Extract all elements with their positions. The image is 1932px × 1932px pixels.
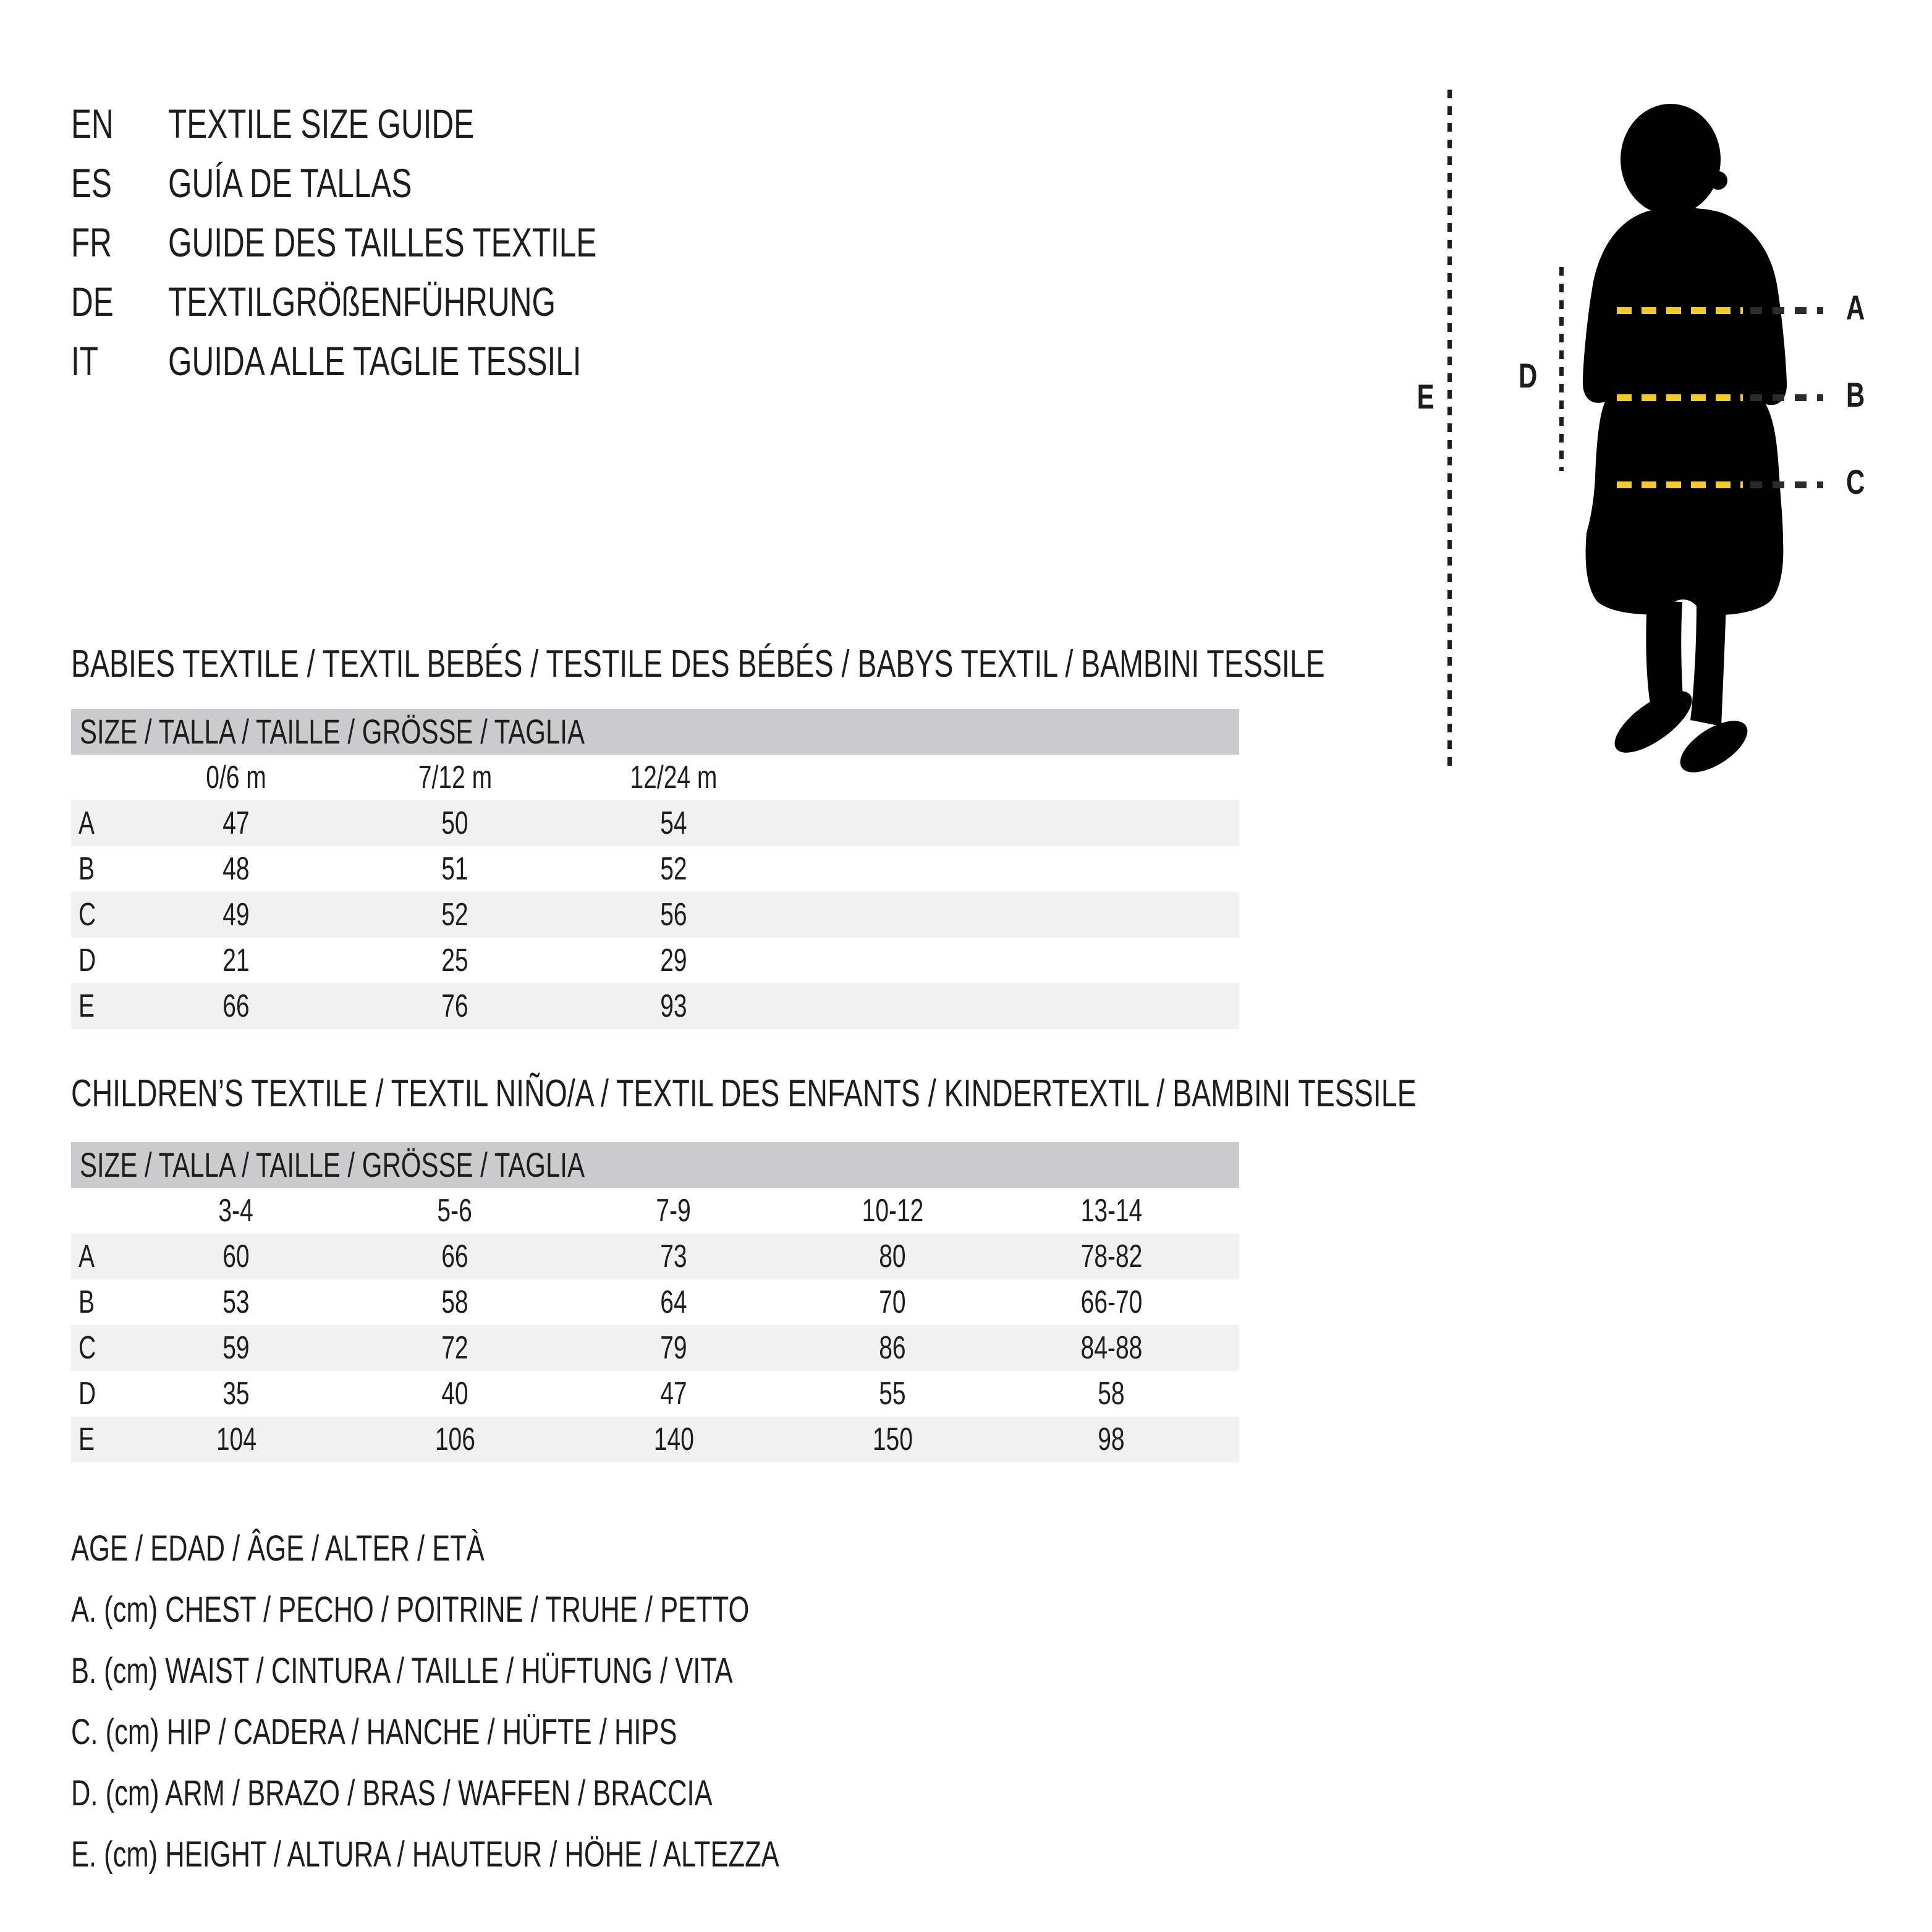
cell — [345, 1371, 564, 1417]
cell — [127, 1234, 345, 1279]
legend-line-arm — [71, 1763, 1015, 1824]
cell — [127, 938, 345, 983]
cell-text: 52 — [660, 851, 687, 887]
language-title-text: TEXTILGRÖßENFÜHRUNG — [168, 279, 556, 324]
legend-line-chest — [71, 1579, 1015, 1640]
table-row — [71, 983, 1239, 1029]
cell-text: 66-70 — [1080, 1284, 1142, 1320]
language-title-text: GUIDA ALLE TAGLIE TESSILI — [168, 338, 582, 384]
legend-text: B. (cm) WAIST / CINTURA / TAILLE / HÜFTUNG / VITA — [71, 1651, 733, 1691]
filler-cell — [1221, 1188, 1239, 1234]
waist-measure-line-yellow — [1617, 394, 1743, 401]
cell — [564, 1325, 783, 1371]
filler-cell — [783, 800, 1239, 846]
cell — [564, 800, 783, 846]
child-silhouette — [1573, 99, 1795, 803]
row-label — [71, 1417, 127, 1462]
cell-text: 55 — [879, 1376, 906, 1412]
cell — [564, 1371, 783, 1417]
cell-text: 51 — [441, 851, 468, 887]
legend-line-hip — [71, 1701, 1015, 1763]
row-label — [71, 892, 127, 938]
size-header-text: SIZE / TALLA / TAILLE / GRÖSSE / TAGLIA — [80, 1145, 585, 1184]
cell — [1002, 1279, 1221, 1325]
table-row — [71, 938, 1239, 983]
row-label-text: E — [78, 988, 95, 1024]
waist-measure-line-black — [1750, 394, 1823, 401]
cell — [345, 892, 564, 938]
cell — [564, 983, 783, 1029]
cell-text: 73 — [660, 1239, 687, 1274]
language-code-text: EN — [71, 101, 114, 146]
cell-text: 86 — [879, 1330, 906, 1366]
column-header — [345, 1188, 564, 1234]
children-column-header-row — [71, 1188, 1239, 1234]
cell-text: 70 — [879, 1284, 906, 1320]
cell-text: 106 — [434, 1421, 475, 1457]
babies-column-header-row — [71, 755, 1239, 800]
row-label — [71, 983, 127, 1029]
language-code-text: FR — [71, 219, 112, 265]
cell — [783, 1279, 1002, 1325]
language-code-text: IT — [71, 338, 98, 384]
babies-section-headline — [71, 643, 1743, 686]
cell — [127, 800, 345, 846]
cell-text: 78-82 — [1080, 1239, 1142, 1274]
filler-cell — [1221, 1371, 1239, 1417]
cell-text: 21 — [222, 943, 250, 978]
language-title — [168, 213, 739, 272]
row-label-text: C — [78, 897, 96, 933]
cell — [564, 1279, 783, 1325]
row-label — [71, 800, 127, 846]
cell — [345, 846, 564, 892]
language-row-en — [71, 94, 739, 153]
height-label: E — [1417, 377, 1434, 416]
column-header-text: 7/12 m — [418, 760, 492, 795]
cell — [127, 1417, 345, 1462]
cell — [783, 1371, 1002, 1417]
filler-cell — [1221, 1417, 1239, 1462]
cell — [564, 892, 783, 938]
cell — [127, 1371, 345, 1417]
row-label-text: A — [78, 805, 95, 841]
cell-text: 58 — [1098, 1376, 1125, 1412]
column-header-text: 12/24 m — [630, 760, 718, 795]
legend-text: D. (cm) ARM / BRAZO / BRAS / WAFFEN / BRACCIA — [71, 1773, 713, 1813]
hip-measure-line-yellow — [1617, 481, 1743, 488]
language-title-text: TEXTILE SIZE GUIDE — [168, 101, 475, 146]
language-code — [71, 213, 168, 272]
cell — [127, 1325, 345, 1371]
cell — [345, 1279, 564, 1325]
row-label — [71, 1279, 127, 1325]
cell — [564, 938, 783, 983]
cell — [1002, 1371, 1221, 1417]
filler-cell — [783, 755, 1239, 800]
language-title-list — [71, 94, 739, 391]
filler-cell — [783, 938, 1239, 983]
row-label — [71, 938, 127, 983]
cell-text: 72 — [441, 1330, 468, 1366]
table-row — [71, 1234, 1239, 1279]
cell-text: 50 — [441, 805, 468, 841]
table-row — [71, 1371, 1239, 1417]
language-title — [168, 94, 576, 153]
cell — [345, 938, 564, 983]
filler-cell — [1221, 1234, 1239, 1279]
cell-text: 47 — [660, 1376, 687, 1412]
table-row — [71, 1279, 1239, 1325]
cell — [1002, 1325, 1221, 1371]
cell-text: 66 — [441, 1239, 468, 1274]
column-header-text: 0/6 m — [206, 760, 266, 795]
column-header-text: 5-6 — [437, 1193, 473, 1229]
corner-cell — [71, 1188, 127, 1234]
cell-text: 84-88 — [1080, 1330, 1142, 1366]
cell-text: 29 — [660, 943, 687, 978]
row-label — [71, 1371, 127, 1417]
arm-label: D — [1519, 356, 1538, 395]
children-section-headline — [71, 1072, 1865, 1116]
filler-cell — [1221, 1279, 1239, 1325]
column-header-text: 10-12 — [862, 1193, 923, 1229]
language-code-text: ES — [71, 160, 112, 206]
corner-cell — [71, 755, 127, 800]
chest-measure-line-black — [1750, 307, 1823, 314]
legend-line-waist — [71, 1640, 1015, 1701]
table-row — [71, 846, 1239, 892]
cell-text: 140 — [653, 1421, 694, 1457]
language-title-text: GUIDE DES TAILLES TEXTILE — [168, 219, 597, 265]
row-label-text: B — [78, 851, 95, 887]
column-header — [564, 755, 783, 800]
legend-line-age — [71, 1518, 1015, 1579]
filler-cell — [783, 892, 1239, 938]
legend-text: E. (cm) HEIGHT / ALTURA / HAUTEUR / HÖHE / ALTEZZA — [71, 1834, 779, 1875]
cell — [345, 983, 564, 1029]
cell — [564, 1234, 783, 1279]
children-size-table — [71, 1142, 1239, 1462]
cell — [127, 1279, 345, 1325]
filler-cell — [1221, 1325, 1239, 1371]
cell-text: 98 — [1098, 1421, 1125, 1457]
cell-text: 59 — [222, 1330, 250, 1366]
size-header-text: SIZE / TALLA / TAILLE / GRÖSSE / TAGLIA — [80, 712, 585, 751]
cell-text: 53 — [222, 1284, 250, 1320]
column-header-text: 7-9 — [656, 1193, 692, 1229]
cell-text: 35 — [222, 1376, 250, 1412]
cell — [564, 1417, 783, 1462]
cell-text: 76 — [441, 988, 468, 1024]
row-label-text: B — [78, 1284, 95, 1320]
column-header — [127, 1188, 345, 1234]
row-label-text: C — [78, 1330, 96, 1366]
language-code — [71, 153, 168, 213]
row-label-text: D — [78, 1376, 96, 1412]
column-header — [127, 755, 345, 800]
column-header-text: 3-4 — [218, 1193, 254, 1229]
cell-text: 79 — [660, 1330, 687, 1366]
cell-text: 52 — [441, 897, 468, 933]
cell — [127, 983, 345, 1029]
cell — [345, 1325, 564, 1371]
measurement-figure — [1409, 62, 1932, 828]
cell-text: 93 — [660, 988, 687, 1024]
cell-text: 150 — [872, 1421, 913, 1457]
cell-text: 47 — [222, 805, 250, 841]
cell-text: 54 — [660, 805, 687, 841]
column-header-text: 13-14 — [1080, 1193, 1142, 1229]
cell-text: 80 — [879, 1239, 906, 1274]
column-header — [783, 1188, 1002, 1234]
language-title — [168, 331, 719, 391]
language-row-de — [71, 272, 739, 331]
cell-text: 25 — [441, 943, 468, 978]
legend-text: A. (cm) CHEST / PECHO / POITRINE / TRUHE / PETTO — [71, 1590, 750, 1630]
legend-text: C. (cm) HIP / CADERA / HANCHE / HÜFTE / HIPS — [71, 1712, 677, 1752]
cell — [127, 892, 345, 938]
column-header — [564, 1188, 783, 1234]
babies-size-table — [71, 709, 1239, 1029]
cell — [783, 1234, 1002, 1279]
babies-size-header-bar — [71, 709, 1239, 755]
cell — [127, 846, 345, 892]
table-row — [71, 1417, 1239, 1462]
language-code — [71, 94, 168, 153]
row-label-text: A — [78, 1239, 95, 1274]
cell-text: 48 — [222, 851, 250, 887]
language-code-text: DE — [71, 279, 114, 324]
cell — [564, 846, 783, 892]
row-label — [71, 846, 127, 892]
cell-text: 104 — [216, 1421, 256, 1457]
cell — [345, 1234, 564, 1279]
language-code — [71, 331, 168, 391]
language-row-es — [71, 153, 739, 213]
babies-section-headline-text: BABIES TEXTILE / TEXTIL BEBÉS / TESTILE DES BÉBÉS / BABYS TEXTIL / BAMBINI TESSILE — [71, 643, 1325, 685]
language-title — [168, 272, 685, 331]
arm-measure-line — [1559, 267, 1564, 471]
chest-label: A — [1846, 288, 1865, 327]
waist-label: B — [1846, 375, 1865, 414]
table-row — [71, 800, 1239, 846]
table-row — [71, 1325, 1239, 1371]
cell-text: 56 — [660, 897, 687, 933]
cell-text: 60 — [222, 1239, 250, 1274]
hip-measure-line-black — [1750, 481, 1823, 488]
row-label — [71, 1234, 127, 1279]
cell-text: 49 — [222, 897, 250, 933]
cell — [1002, 1234, 1221, 1279]
language-row-fr — [71, 213, 739, 272]
children-section-headline-text: CHILDREN’S TEXTILE / TEXTIL NIÑO/A / TEXTIL DES ENFANTS / KINDERTEXTIL / BAMBINI TESSILE — [71, 1072, 1417, 1115]
cell-text: 40 — [441, 1376, 468, 1412]
legend-line-height — [71, 1824, 1015, 1885]
row-label-text: D — [78, 943, 96, 978]
filler-cell — [783, 846, 1239, 892]
measurement-legend — [71, 1518, 1015, 1885]
legend-text: AGE / EDAD / ÂGE / ALTER / ETÀ — [71, 1528, 485, 1569]
column-header — [345, 755, 564, 800]
language-code — [71, 272, 168, 331]
table-row — [71, 892, 1239, 938]
cell-text: 58 — [441, 1284, 468, 1320]
cell — [783, 1325, 1002, 1371]
children-size-header-bar — [71, 1142, 1239, 1188]
cell — [345, 1417, 564, 1462]
language-title — [168, 153, 493, 213]
hip-label: C — [1846, 462, 1865, 501]
column-header — [1002, 1188, 1221, 1234]
language-title-text: GUÍA DE TALLAS — [168, 160, 412, 206]
cell — [783, 1417, 1002, 1462]
cell — [345, 800, 564, 846]
language-row-it — [71, 331, 739, 391]
cell — [1002, 1417, 1221, 1462]
cell-text: 64 — [660, 1284, 687, 1320]
cell-text: 66 — [222, 988, 250, 1024]
row-label-text: E — [78, 1421, 95, 1457]
row-label — [71, 1325, 127, 1371]
filler-cell — [783, 983, 1239, 1029]
chest-measure-line-yellow — [1617, 307, 1743, 314]
